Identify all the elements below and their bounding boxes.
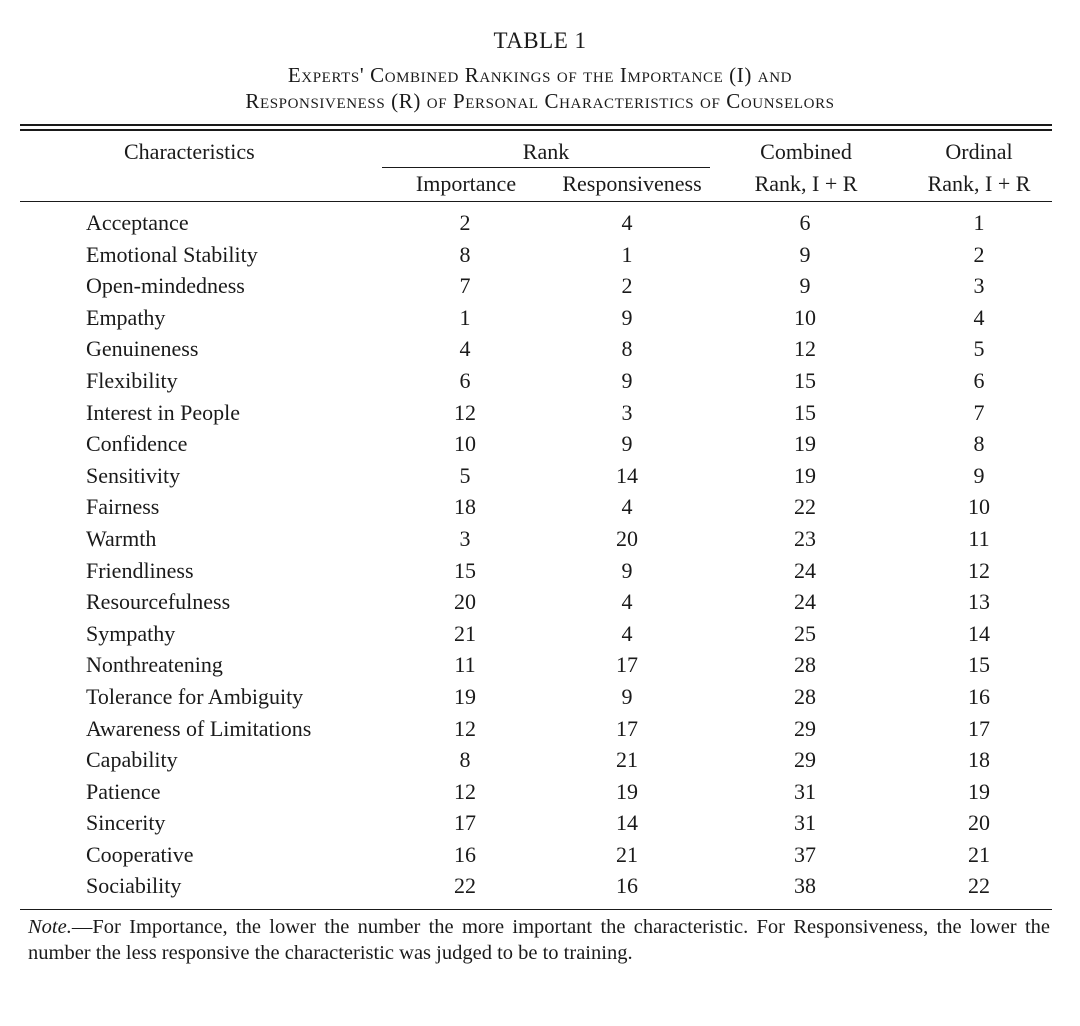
table-row — [0, 492, 1080, 524]
table-row — [0, 461, 1080, 493]
cell-importance: 18 — [454, 494, 476, 520]
header-combined-line-2: Rank, I + R — [754, 171, 858, 196]
header-rank: Rank — [522, 139, 570, 164]
cell-characteristic: Flexibility — [86, 367, 178, 393]
header-characteristics: Characteristics — [124, 139, 255, 164]
cell-combined-rank: 37 — [794, 841, 816, 867]
note-label: Note. — [28, 916, 72, 938]
cell-importance: 20 — [454, 589, 476, 615]
cell-ordinal-rank: 22 — [968, 873, 990, 899]
header-responsiveness: Responsiveness — [562, 171, 702, 196]
table-row — [0, 777, 1080, 809]
table-caption-line-1: Experts' Combined Rankings of the Importance (I) and — [287, 63, 793, 87]
table-row — [0, 303, 1080, 335]
cell-combined-rank: 9 — [799, 273, 811, 299]
table-label: TABLE 1 — [493, 28, 587, 53]
table-row — [0, 808, 1080, 840]
cell-combined-rank: 15 — [794, 367, 816, 393]
cell-characteristic: Interest in People — [86, 399, 240, 425]
cell-characteristic: Tolerance for Ambiguity — [86, 683, 304, 709]
cell-importance: 15 — [454, 557, 476, 583]
cell-ordinal-rank: 14 — [968, 620, 990, 646]
cell-characteristic: Patience — [86, 778, 161, 804]
cell-importance: 12 — [454, 399, 476, 425]
table-row — [0, 682, 1080, 714]
cell-ordinal-rank: 10 — [968, 494, 990, 520]
table-row — [0, 398, 1080, 430]
header-combined-line-1: Combined — [760, 139, 852, 164]
table-caption-line-2: Responsiveness (R) of Personal Characteristics of Counselors — [245, 89, 835, 113]
cell-ordinal-rank: 7 — [973, 399, 985, 425]
cell-combined-rank: 24 — [794, 557, 816, 583]
cell-ordinal-rank: 4 — [973, 304, 985, 330]
cell-importance: 5 — [459, 462, 471, 488]
table-row — [0, 366, 1080, 398]
cell-responsiveness: 21 — [616, 841, 638, 867]
cell-importance: 1 — [459, 304, 471, 330]
cell-responsiveness: 20 — [616, 525, 638, 551]
cell-responsiveness: 19 — [616, 778, 638, 804]
cell-importance: 2 — [459, 210, 471, 235]
table-row — [0, 840, 1080, 872]
cell-responsiveness: 8 — [621, 336, 633, 362]
cell-combined-rank: 19 — [794, 462, 816, 488]
table-note — [28, 914, 1050, 966]
table-row — [0, 650, 1080, 682]
table-row — [0, 587, 1080, 619]
cell-characteristic: Open-mindedness — [86, 273, 245, 299]
cell-importance: 10 — [454, 431, 476, 457]
cell-importance: 12 — [454, 778, 476, 804]
cell-ordinal-rank: 19 — [968, 778, 990, 804]
header-ordinal-line-2: Rank, I + R — [927, 171, 1031, 196]
cell-responsiveness: 3 — [621, 399, 633, 425]
table-row — [0, 556, 1080, 588]
cell-ordinal-rank: 3 — [973, 273, 985, 299]
cell-characteristic: Friendliness — [86, 557, 194, 583]
cell-combined-rank: 10 — [794, 304, 816, 330]
cell-importance: 16 — [454, 841, 476, 867]
cell-characteristic: Sensitivity — [86, 462, 181, 488]
cell-characteristic: Emotional Stability — [86, 241, 258, 267]
cell-characteristic: Sociability — [86, 873, 182, 899]
cell-responsiveness: 2 — [621, 273, 633, 299]
cell-responsiveness: 1 — [621, 241, 633, 267]
cell-combined-rank: 23 — [794, 525, 816, 551]
header-importance: Importance — [415, 171, 517, 196]
cell-ordinal-rank: 15 — [968, 652, 990, 678]
cell-ordinal-rank: 21 — [968, 841, 990, 867]
cell-characteristic: Resourcefulness — [86, 589, 231, 615]
cell-importance: 22 — [454, 873, 476, 899]
cell-importance: 11 — [454, 652, 476, 678]
cell-combined-rank: 22 — [794, 494, 816, 520]
cell-responsiveness: 9 — [621, 683, 633, 709]
cell-importance: 17 — [454, 810, 476, 836]
cell-combined-rank: 6 — [799, 210, 811, 235]
cell-characteristic: Capability — [86, 747, 178, 773]
cell-characteristic: Nonthreatening — [86, 652, 223, 678]
table-row — [0, 240, 1080, 272]
table-row — [0, 208, 1080, 240]
cell-combined-rank: 29 — [794, 715, 816, 741]
cell-characteristic: Fairness — [86, 494, 160, 520]
cell-importance: 7 — [459, 273, 471, 299]
table-row — [0, 714, 1080, 746]
cell-importance: 19 — [454, 683, 476, 709]
cell-responsiveness: 14 — [616, 810, 638, 836]
cell-responsiveness: 17 — [616, 652, 638, 678]
cell-combined-rank: 25 — [794, 620, 816, 646]
cell-combined-rank: 15 — [794, 399, 816, 425]
cell-ordinal-rank: 13 — [968, 589, 990, 615]
top-rule-2 — [20, 129, 1052, 131]
table-row — [0, 745, 1080, 777]
cell-ordinal-rank: 8 — [973, 431, 985, 457]
cell-characteristic: Cooperative — [86, 841, 194, 867]
cell-responsiveness: 17 — [616, 715, 638, 741]
cell-combined-rank: 31 — [794, 810, 816, 836]
cell-combined-rank: 38 — [794, 873, 816, 899]
cell-responsiveness: 9 — [621, 431, 633, 457]
cell-characteristic: Sincerity — [86, 810, 166, 836]
cell-responsiveness: 21 — [616, 747, 638, 773]
cell-characteristic: Acceptance — [86, 210, 189, 235]
cell-responsiveness: 9 — [621, 367, 633, 393]
cell-responsiveness: 9 — [621, 304, 633, 330]
cell-importance: 8 — [459, 747, 471, 773]
cell-ordinal-rank: 17 — [968, 715, 990, 741]
cell-ordinal-rank: 11 — [968, 525, 990, 551]
cell-importance: 21 — [454, 620, 476, 646]
table-row — [0, 429, 1080, 461]
rank-span-rule — [382, 167, 710, 168]
table-body — [0, 208, 1080, 903]
table-bottom-rule — [20, 909, 1052, 910]
cell-responsiveness: 4 — [621, 620, 633, 646]
cell-ordinal-rank: 12 — [968, 557, 990, 583]
top-rule-1 — [20, 124, 1052, 126]
cell-characteristic: Empathy — [86, 304, 166, 330]
cell-combined-rank: 9 — [799, 241, 811, 267]
cell-combined-rank: 19 — [794, 431, 816, 457]
table-row — [0, 334, 1080, 366]
cell-responsiveness: 16 — [616, 873, 638, 899]
cell-ordinal-rank: 9 — [973, 462, 985, 488]
cell-importance: 8 — [459, 241, 471, 267]
cell-combined-rank: 28 — [794, 652, 816, 678]
cell-responsiveness: 4 — [621, 494, 633, 520]
cell-importance: 4 — [459, 336, 471, 362]
cell-ordinal-rank: 20 — [968, 810, 990, 836]
cell-ordinal-rank: 5 — [973, 336, 985, 362]
note-text: —For Importance, the lower the number the more important the characteristic. For Responsiveness, the lower the number the less responsive the characteristic was judged to be to training. — [28, 916, 1050, 964]
cell-combined-rank: 31 — [794, 778, 816, 804]
cell-responsiveness: 14 — [616, 462, 638, 488]
cell-ordinal-rank: 16 — [968, 683, 990, 709]
cell-importance: 12 — [454, 715, 476, 741]
cell-characteristic: Warmth — [86, 525, 157, 551]
cell-characteristic: Genuineness — [86, 336, 199, 362]
cell-ordinal-rank: 2 — [973, 241, 985, 267]
cell-ordinal-rank: 1 — [973, 210, 985, 235]
table-row — [0, 619, 1080, 651]
cell-combined-rank: 12 — [794, 336, 816, 362]
header-ordinal-line-1: Ordinal — [945, 139, 1013, 164]
table-row — [0, 271, 1080, 303]
cell-characteristic: Confidence — [86, 431, 188, 457]
header-bottom-rule — [20, 201, 1052, 202]
cell-responsiveness: 4 — [621, 589, 633, 615]
table-row — [0, 871, 1080, 903]
cell-ordinal-rank: 18 — [968, 747, 990, 773]
table-row — [0, 524, 1080, 556]
cell-combined-rank: 24 — [794, 589, 816, 615]
cell-combined-rank: 28 — [794, 683, 816, 709]
cell-responsiveness: 4 — [621, 210, 633, 235]
cell-ordinal-rank: 6 — [973, 367, 985, 393]
cell-importance: 6 — [459, 367, 471, 393]
cell-combined-rank: 29 — [794, 747, 816, 773]
cell-characteristic: Awareness of Limitations — [86, 715, 312, 741]
cell-characteristic: Sympathy — [86, 620, 176, 646]
cell-responsiveness: 9 — [621, 557, 633, 583]
cell-importance: 3 — [459, 525, 471, 551]
